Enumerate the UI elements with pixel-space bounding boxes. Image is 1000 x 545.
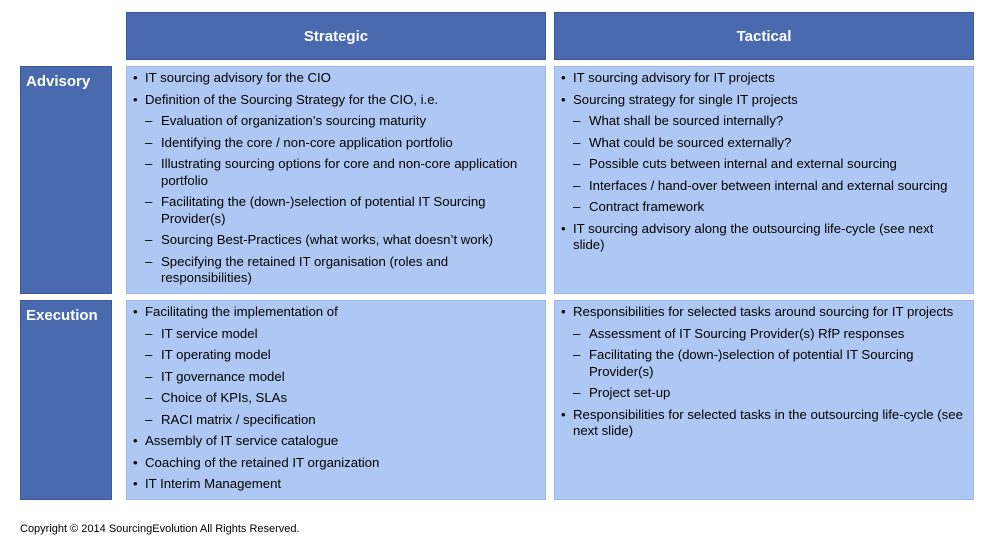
sub-bullet-item: – IT service model [133,326,539,343]
sub-bullet-item: – Identifying the core / non-core application portfolio [133,135,539,152]
sub-bullet-item: – Specifying the retained IT organisation (roles and responsibilities) [133,254,539,287]
bullet-item: • Coaching of the retained IT organization [133,455,539,472]
sub-bullet-item: – Assessment of IT Sourcing Provider(s) RfP responses [561,326,967,343]
row-label-execution: Execution [20,300,112,500]
bullet-item: • IT sourcing advisory for IT projects [561,70,967,87]
sub-bullet-item: – Possible cuts between internal and external sourcing [561,156,967,173]
sub-bullet-item: – Interfaces / hand-over between internal and external sourcing [561,178,967,195]
sub-bullet-item: – IT governance model [133,369,539,386]
bullet-item: • IT sourcing advisory along the outsourcing life-cycle (see next slide) [561,221,967,254]
bullet-item: • IT Interim Management [133,476,539,493]
bullet-list [561,304,967,440]
cell-execution-strategic [126,300,546,500]
header-tactical: Tactical [554,12,974,60]
bullet-item: • Definition of the Sourcing Strategy for the CIO, i.e. [133,92,539,109]
row-label-advisory: Advisory [20,66,112,294]
bullet-item: • IT sourcing advisory for the CIO [133,70,539,87]
sub-bullet-item: – Facilitating the (down-)selection of potential IT Sourcing Provider(s) [133,194,539,227]
bullet-item: • Assembly of IT service catalogue [133,433,539,450]
sub-bullet-item: – Facilitating the (down-)selection of potential IT Sourcing Provider(s) [561,347,967,380]
bullet-item: • Responsibilities for selected tasks in the outsourcing life-cycle (see next slide) [561,407,967,440]
sub-bullet-item: – Project set-up [561,385,967,402]
bullet-list [133,70,539,287]
sub-bullet-item: – Contract framework [561,199,967,216]
sub-bullet-item: – RACI matrix / specification [133,412,539,429]
cell-execution-tactical [554,300,974,500]
sub-bullet-item: – What could be sourced externally? [561,135,967,152]
sub-bullet-item: – Illustrating sourcing options for core and non-core application portfolio [133,156,539,189]
copyright-footer: Copyright © 2014 SourcingEvolution All Rights Reserved. [20,523,300,535]
sub-bullet-item: – Choice of KPIs, SLAs [133,390,539,407]
sub-bullet-item: – Sourcing Best-Practices (what works, what doesn’t work) [133,232,539,249]
cell-advisory-tactical [554,66,974,294]
bullet-list [561,70,967,254]
bullet-item: • Sourcing strategy for single IT projects [561,92,967,109]
cell-advisory-strategic [126,66,546,294]
bullet-list [133,304,539,493]
header-strategic: Strategic [126,12,546,60]
sub-bullet-item: – IT operating model [133,347,539,364]
sub-bullet-item: – What shall be sourced internally? [561,113,967,130]
sub-bullet-item: – Evaluation of organization’s sourcing maturity [133,113,539,130]
bullet-item: • Facilitating the implementation of [133,304,539,321]
bullet-item: • Responsibilities for selected tasks around sourcing for IT projects [561,304,967,321]
